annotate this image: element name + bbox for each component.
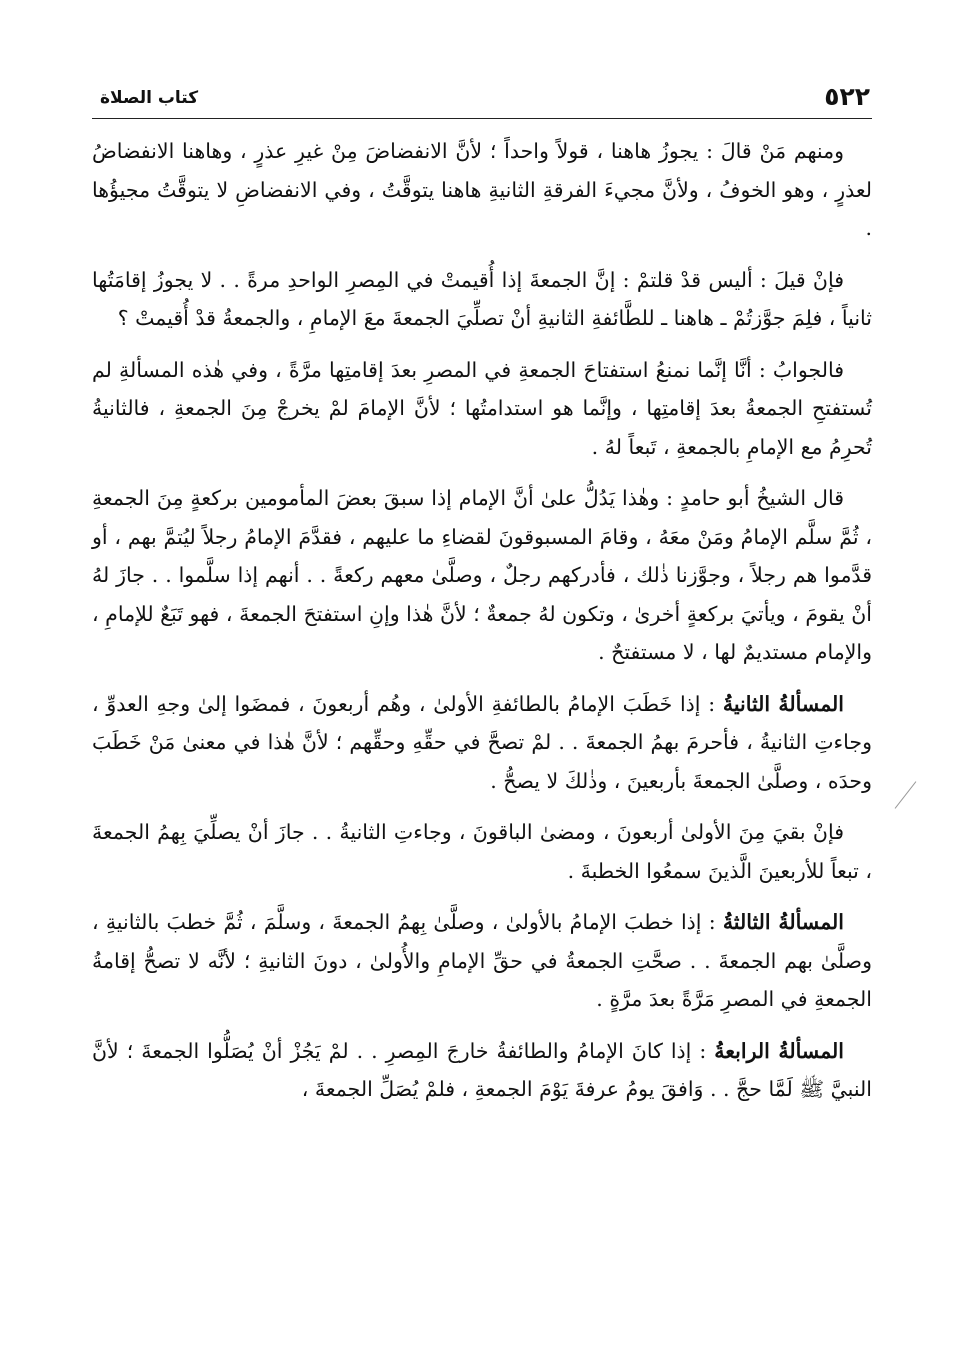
paragraph-text: فإنْ قيلَ : أليس قدْ قلتمْ : إنَّ الجمعةَ إذا أُقيمتْ في المِصرِ الواحدِ مرةً . . لا يجوزُ إقامَتُها ثانياً ، فلِمَ جوَّزتُمْ ـ هاهنا ـ للطَّائفةِ الثانيةِ أنْ تصلِّيَ الجمعةَ معَ الإمامِ ، والجمعةُ قدْ أُقيمتْ ؟ [92,267,872,330]
paragraph [92,351,872,467]
paragraph-text: فالجوابُ : أنَّا إنَّما نمنعُ استفتاحَ الجمعةِ في المصرِ بعدَ إقامتِها مرَّةً ، وفي هٰذه المسألةِ لم تُستفتحِ الجمعةُ بعدَ إقامتِها ، وإنَّما هو استدامتُها ؛ لأنَّ الإمامَ لمْ يخرجْ مِنَ الجمعةِ ، فالثانيةُ تُحرِمُ مع الإمامِ بالجمعةِ ، تَبعاً لهُ . [92,357,872,459]
page-header [92,78,872,119]
paragraph [92,1032,872,1109]
paragraph-text: ومنهم مَنْ قالَ : يجوزُ هاهنا ، قولاً واحداً ؛ لأنَّ الانفضاضَ مِنْ غيرِ عذرٍ ، وهاهنا الانفضاضُ لعذرٍ ، وهو الخوفُ ، ولأنَّ مجيءَ الفرقةِ الثانيةِ هاهنا يتوقَّتُ ، وفي الانفضاضِ لا يتوقَّتُ مجيؤُها . [92,139,872,240]
paragraph-text: فإنْ بقيَ مِنَ الأولىٰ أربعونَ ، ومضىٰ الباقونَ ، وجاءتِ الثانيةُ . . جازَ أنْ يصلِّيَ بِهمُ الجمعةَ ، تبعاً للأربعينَ الَّذينَ سمعُوا الخطبةَ . [92,820,872,883]
issue-heading: المسألةُ الرابعةُ [714,1038,844,1063]
paragraph [92,685,872,801]
paragraph [92,261,872,338]
paragraph-text: قال الشيخُ أبو حامدٍ : وهٰذا يَدُلُّ علىٰ أنَّ الإمام إذا سبقَ بعضَ المأمومين بركعةٍ مِنَ الجمعةِ ، ثُمَّ سلَّم الإمامُ ومَنْ معَهُ ، وقامَ المسبوقونَ لقضاءِ ما عليهم ، فقدَّمَ الإمامُ رجلاً ليُتمَّ بهم ، أو قدَّموا هم رجلاً ، وجوَّزنا ذٰلك ، فأدركهم رجلٌ ، وصلَّىٰ معهم ركعةً . . أنهم إذا سلَّموا . . جازَ لهُ أنْ يقومَ ، ويأتيَ بركعةٍ أخرىٰ ، وتكون لهُ جمعةٌ ؛ لأنَّ هٰذا وإنِ استفتحَ الجمعةَ ، فهو تَبَعٌ للإمامِ ، والإمام مستديمٌ لها ، لا مستفتحٌ . [92,486,872,664]
paragraph [92,132,872,248]
paragraph [92,479,872,672]
paragraph-text: : إذا خطبَ الإمامُ بالأولىٰ ، وصلَّىٰ بِهمُ الجمعةَ ، وسلَّمَ ، ثُمَّ خطبَ بالثانيةِ ، وصلَّىٰ بهم الجمعةَ . . صحَّتِ الجمعةُ في حقِّ الإمامِ والأُولىٰ ، دونَ الثانيةِ ؛ لأنَّه لا تصحُّ إقامةُ الجمعةِ في المصرِ مَرَّةً بعدَ مرَّةٍ . [92,910,872,1011]
margin-pen-mark [895,781,917,808]
page-number: ٥٢٢ [824,82,870,111]
issue-heading: المسألةُ الثانيةُ [722,691,844,716]
body-text [92,132,872,1122]
issue-heading: المسألةُ الثالثةُ [722,910,844,934]
paragraph [92,903,872,1019]
running-title: كتاب الصلاة [100,88,199,108]
paragraph [92,813,872,890]
paragraph-text: : إذا خَطَبَ الإمامُ بالطائفةِ الأولىٰ ، وهُم أربعونَ ، فمضَوا إلىٰ وجهِ العدوِّ ، وجاءتِ الثانيةُ ، فأحرمَ بهمُ الجمعةَ . . لمْ تصحَّ في حقِّهِ وحقِّهم ؛ لأنَّ هٰذا في معنىٰ مَنْ خَطَبَ وحدَه ، وصلَّىٰ الجمعةَ بأربعينَ ، وذٰلكَ لا يصحُّ . [92,691,872,793]
paragraph-text: : إذا كانَ الإمامُ والطائفةُ خارجَ المِصرِ . . لمْ يَجُزْ أنْ يُصَلُّوا الجمعةَ ؛ لأنَّ النبيَّ ﷺ لَمَّا حجَّ . . وَافقَ يومُ عرفةَ يَوْمَ الجمعةِ ، فلمْ يُصَلِّ الجمعةَ ، [92,1038,872,1101]
